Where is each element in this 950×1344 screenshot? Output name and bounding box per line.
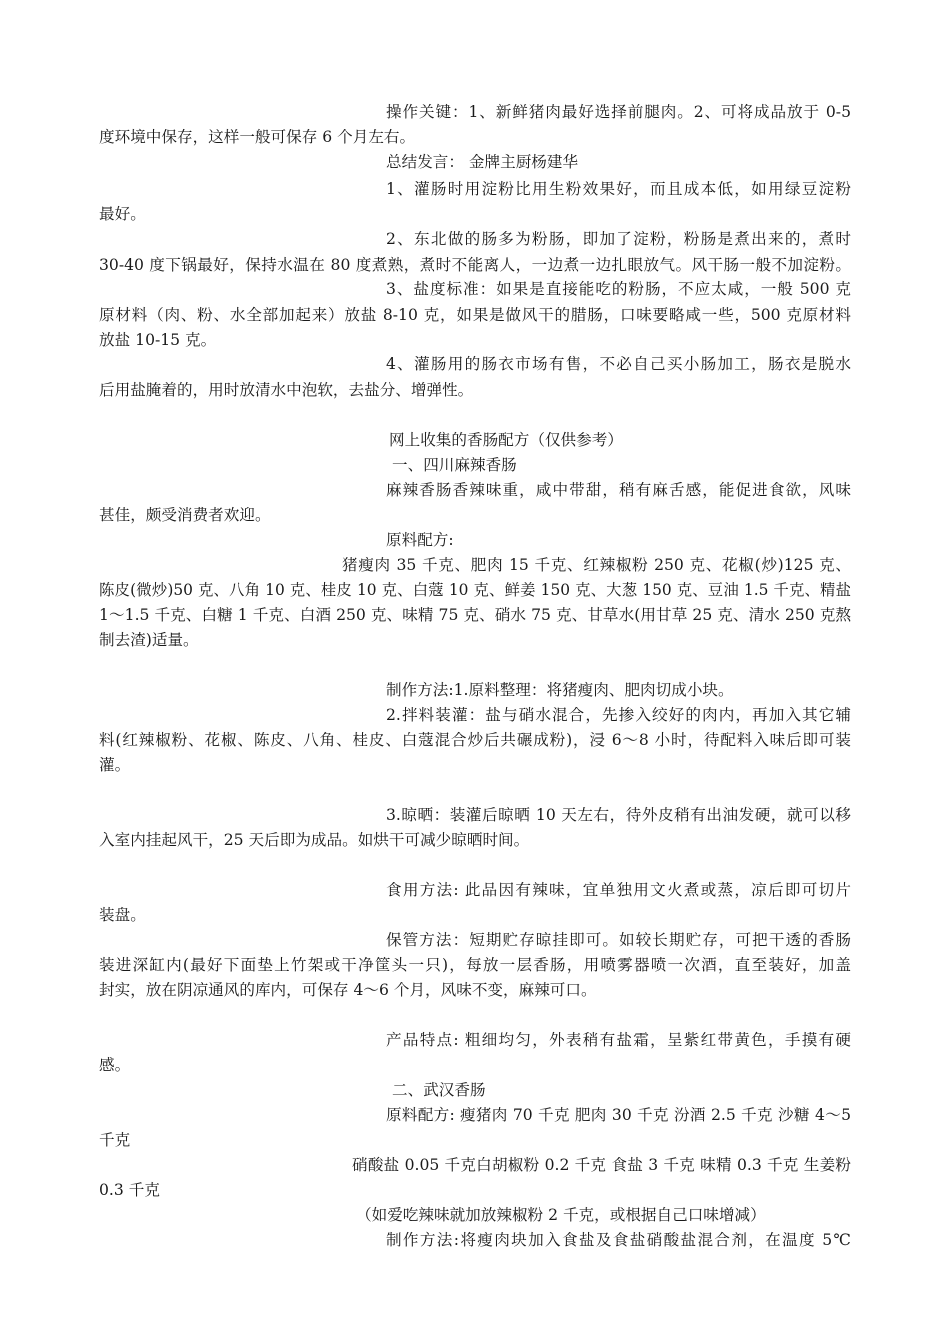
- line-24: 料(红辣椒粉、花椒、陈皮、八角、桂皮、白蔻混合炒后共碾成粉)，浸 6～8 小时，待配料入味后即可装: [99, 731, 851, 749]
- line-41: 制作方法:将瘦肉块加入食盐及食盐硝酸盐混合剂，在温度 5℃: [386, 1231, 851, 1249]
- line-36: 原料配方: 瘦猪肉 70 千克 肥肉 30 千克 汾酒 2.5 千克 沙糖 4～5: [386, 1106, 851, 1124]
- line-11: 4、灌肠用的肠衣市场有售，不必自己买小肠加工，肠衣是脱水: [386, 355, 851, 373]
- line-29: 装盘。: [99, 906, 146, 924]
- line-19: 陈皮(微炒)50 克、八角 10 克、桂皮 10 克、白蔻 10 克、鲜姜 150 克、大葱 150 克、豆油 1.5 千克、精盐: [99, 581, 851, 599]
- line-38: 硝酸盐 0.05 千克白胡椒粉 0.2 千克 食盐 3 千克 味精 0.3 千克 生姜粉: [352, 1156, 851, 1174]
- line-26: 3.晾晒：装灌后晾晒 10 天左右，待外皮稍有出油发硬，就可以移: [386, 806, 851, 824]
- line-37: 千克: [99, 1131, 131, 1149]
- line-8: 3、盐度标准：如果是直接能吃的粉肠，不应太咸，一般 500 克: [386, 280, 851, 298]
- line-6: 2、东北做的肠多为粉肠，即加了淀粉，粉肠是煮出来的，煮时: [386, 230, 851, 248]
- line-28: 食用方法: 此品因有辣味，宜单独用文火煮或蒸，凉后即可切片: [386, 881, 851, 899]
- line-23: 2.拌料装灌：盐与硝水混合，先掺入绞好的肉内，再加入其它辅: [386, 706, 851, 724]
- line-35-heading: 二、武汉香肠: [392, 1081, 486, 1099]
- line-22: 制作方法:1.原料整理：将猪瘦肉、肥肉切成小块。: [386, 681, 734, 699]
- line-17: 原料配方:: [386, 531, 454, 549]
- line-21: 制去渣)适量。: [99, 631, 199, 649]
- line-9: 原材料（肉、粉、水全部加起来）放盐 8-10 克，如果是做风干的腊肠，口味要略咸一些，500 克原材料: [99, 306, 851, 324]
- line-20: 1～1.5 千克、白糖 1 千克、白酒 250 克、味精 75 克、硝水 75 克、甘草水(用甘草 25 克、清水 250 克熬: [99, 606, 851, 624]
- line-3: 总结发言： 金牌主厨杨建华: [386, 153, 579, 171]
- line-1: 操作关键：1、新鲜猪肉最好选择前腿肉。2、可将成品放于 0-5: [386, 103, 851, 121]
- line-4: 1、灌肠时用淀粉比用生粉效果好，而且成本低，如用绿豆淀粉: [386, 180, 851, 198]
- line-32: 封实，放在阴凉通风的库内，可保存 4～6 个月，风味不变，麻辣可口。: [99, 981, 597, 999]
- line-7: 30-40 度下锅最好，保持水温在 80 度煮熟，煮时不能离人，一边煮一边扎眼放气。风干肠一般不加淀粉。: [99, 256, 851, 274]
- line-2: 度环境中保存，这样一般可保存 6 个月左右。: [99, 128, 416, 146]
- line-25: 灌。: [99, 756, 131, 774]
- line-16: 甚佳，颇受消费者欢迎。: [99, 506, 271, 524]
- line-30: 保管方法：短期贮存晾挂即可。如较长期贮存，可把干透的香肠: [386, 931, 851, 949]
- line-34: 感。: [99, 1056, 131, 1074]
- line-31: 装进深缸内(最好下面垫上竹架或干净筐头一只)，每放一层香肠，用喷雾器喷一次酒，直至装好，加盖: [99, 956, 851, 974]
- line-27: 入室内挂起风干，25 天后即为成品。如烘干可减少晾晒时间。: [99, 831, 530, 849]
- line-12: 后用盐腌着的，用时放清水中泡软，去盐分、增弹性。: [99, 381, 474, 399]
- line-14-heading: 一、四川麻辣香肠: [392, 456, 517, 474]
- line-40: （如爱吃辣味就加放辣椒粉 2 千克，或根据自己口味增减）: [356, 1206, 766, 1224]
- line-39: 0.3 千克: [99, 1181, 160, 1199]
- line-10: 放盐 10-15 克。: [99, 331, 217, 349]
- line-5: 最好。: [99, 205, 146, 223]
- line-13-heading: 网上收集的香肠配方（仅供参考）: [389, 431, 623, 449]
- line-33: 产品特点: 粗细均匀，外表稍有盐霜，呈紫红带黄色，手摸有硬: [386, 1031, 851, 1049]
- line-15: 麻辣香肠香辣味重，咸中带甜，稍有麻舌感，能促进食欲，风味: [386, 481, 851, 499]
- line-18: 猪瘦肉 35 千克、肥肉 15 千克、红辣椒粉 250 克、花椒(炒)125 克、: [342, 556, 851, 574]
